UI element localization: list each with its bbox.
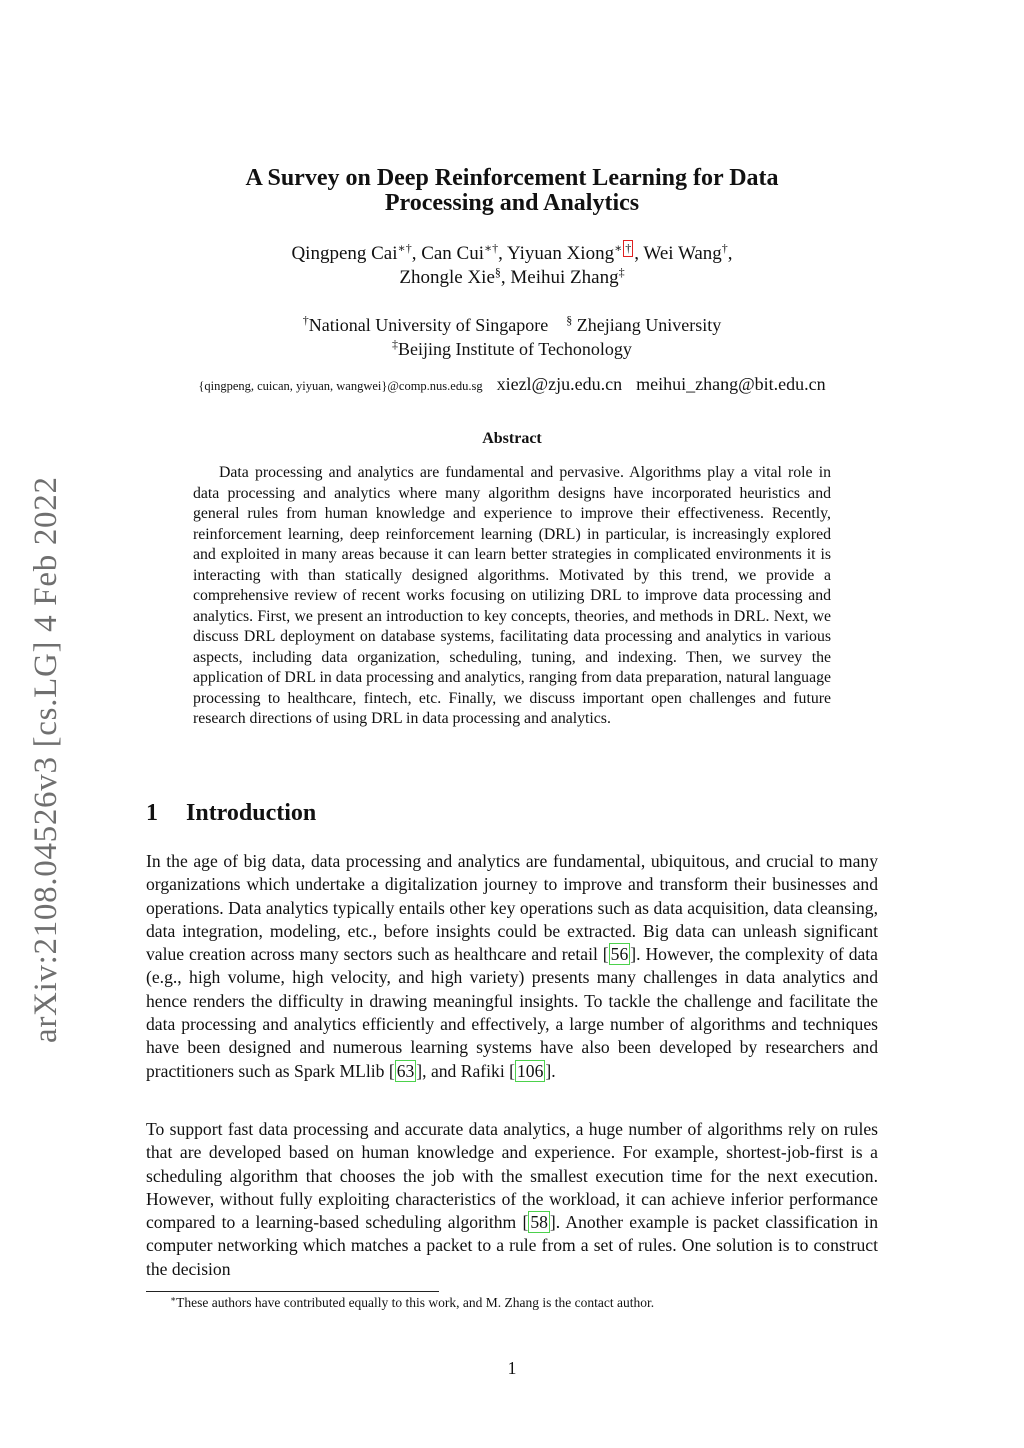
affiliation-nus: National University of Singapore: [308, 315, 549, 335]
author-name: Zhongle Xie: [399, 267, 495, 288]
author-mark: §: [494, 265, 501, 279]
section-number: 1: [146, 800, 158, 826]
footnote-mark: ∗: [170, 1294, 177, 1304]
author-name: Qingpeng Cai: [291, 243, 398, 264]
author-name: Can Cui: [421, 243, 484, 264]
author-list: Qingpeng Cai∗†, Can Cui∗†, Yiyuan Xiong∗ † , Wei Wang†, Zhongle Xie§, Meihui Zhang‡: [291, 241, 733, 288]
affiliation-zju: Zhejiang University: [576, 315, 722, 335]
author-name: Meihui Zhang: [510, 267, 619, 288]
citation-link[interactable]: 106: [517, 1060, 544, 1081]
footnote: [170, 1294, 654, 1312]
affil-mark: ‡: [392, 337, 399, 351]
email-nus[interactable]: {qingpeng, cuican, yiyuan, wangwei}@comp.nus.edu.sg: [198, 379, 483, 393]
author-mark: ∗†: [484, 241, 499, 255]
abstract-heading: Abstract: [482, 430, 542, 447]
citation-link[interactable]: 58: [530, 1212, 548, 1233]
author-mark: ∗ †: [614, 241, 632, 255]
footnote-text: These authors have contributed equally to this work, and M. Zhang is the contact author.: [176, 1295, 655, 1310]
body-paragraph: In the age of big data, data processing and analytics are fundamental, ubiquitous, and crucial to many organizations which undertake a digitalization journey to improve and transform their businesses and operations. Data analytics typically entails other key operations such as data acquisition, data cleansing, data integration, modeling, etc., before insights could be extracted. Big data can unleash significant value creation across many sectors such as healthcare and retail [ 56 ]. However, the complexity of data (e.g., high volume, high velocity, and high variety) presents many challenges in data analytics and hence renders the difficulty in drawing meaningful insights. To tackle the challenge and facilitate the data processing and analytics efficiently and effectively, a large number of algorithms and techniques have been designed and numerous learning systems have also been developed by researchers and practitioners such as Spark MLlib [ 63 ], and Rafiki [ 106 ].: [146, 851, 878, 1081]
page-number: 1: [507, 1358, 517, 1378]
author-mark: ∗†: [397, 241, 412, 255]
author-name: Wei Wang: [643, 243, 722, 264]
author-mark: †: [721, 241, 728, 255]
citation-link[interactable]: 56: [610, 944, 629, 965]
author-mark: ‡: [618, 265, 625, 279]
section-heading: [146, 800, 316, 827]
email-bit[interactable]: meihui_zhang@bit.edu.cn: [636, 374, 826, 394]
paper-title: [146, 166, 878, 216]
affil-mark: †: [302, 313, 309, 327]
citation-link[interactable]: 63: [396, 1060, 415, 1081]
arxiv-side-stamp: arXiv:2108.04526v3 [cs.LG] 4 Feb 2022: [28, 476, 64, 1043]
author-name: Yiyuan Xiong: [506, 243, 615, 264]
section-title: Introduction: [186, 800, 317, 826]
affil-mark: §: [566, 313, 573, 327]
affiliations: [146, 313, 878, 361]
title-line-2: Processing and Analytics: [384, 190, 640, 216]
footnote-rule: [146, 1291, 439, 1292]
body-paragraph: To support fast data processing and accurate data analytics, a huge number of algorithms rely on rules that are developed based on human knowledge and experience. For example, shortest-job-first is a scheduling algorithm that chooses the job with the smallest execution time for the next execution. However, without fully exploiting characteristics of the workload, it can achieve inferior performance compared to a learning-based scheduling algorithm [ 58 ]. Another example is packet classification in computer networking which matches a packet to a rule from a set of rules. One solution is to construct the decision: [146, 1119, 878, 1279]
abstract-text: Data processing and analytics are fundamental and pervasive. Algorithms play a vital role in data processing and analytics where many algorithm designs have incorporated heuristics and general rules from human knowledge and experience to improve their effectiveness. Recently, reinforcement learning, deep reinforcement learning (DRL) in particular, is increasingly explored and exploited in many areas because it can learn better strategies in complicated environments it is interacting with than statically designed algorithms. Motivated by this trend, we provide a comprehensive review of recent works focusing on utilizing DRL to improve data processing and analytics. First, we present an introduction to key concepts, theories, and methods in DRL. Next, we discuss DRL deployment on database systems, facilitating data processing and analytics in various aspects, including data organization, scheduling, tuning, and indexing. Then, we survey the application of DRL in data processing and analytics, ranging from data preparation, natural language processing to healthcare, fintech, etc. Finally, we discuss important open challenges and future research directions of using DRL in data processing and analytics.: [193, 464, 831, 727]
title-line-1: A Survey on Deep Reinforcement Learning for Data: [245, 165, 779, 191]
email-zju[interactable]: xiezl@zju.edu.cn: [496, 374, 623, 394]
email-list: [146, 372, 878, 398]
footnote-link[interactable]: †: [625, 241, 632, 255]
affiliation-bit: Beijing Institute of Techonology: [398, 339, 632, 359]
